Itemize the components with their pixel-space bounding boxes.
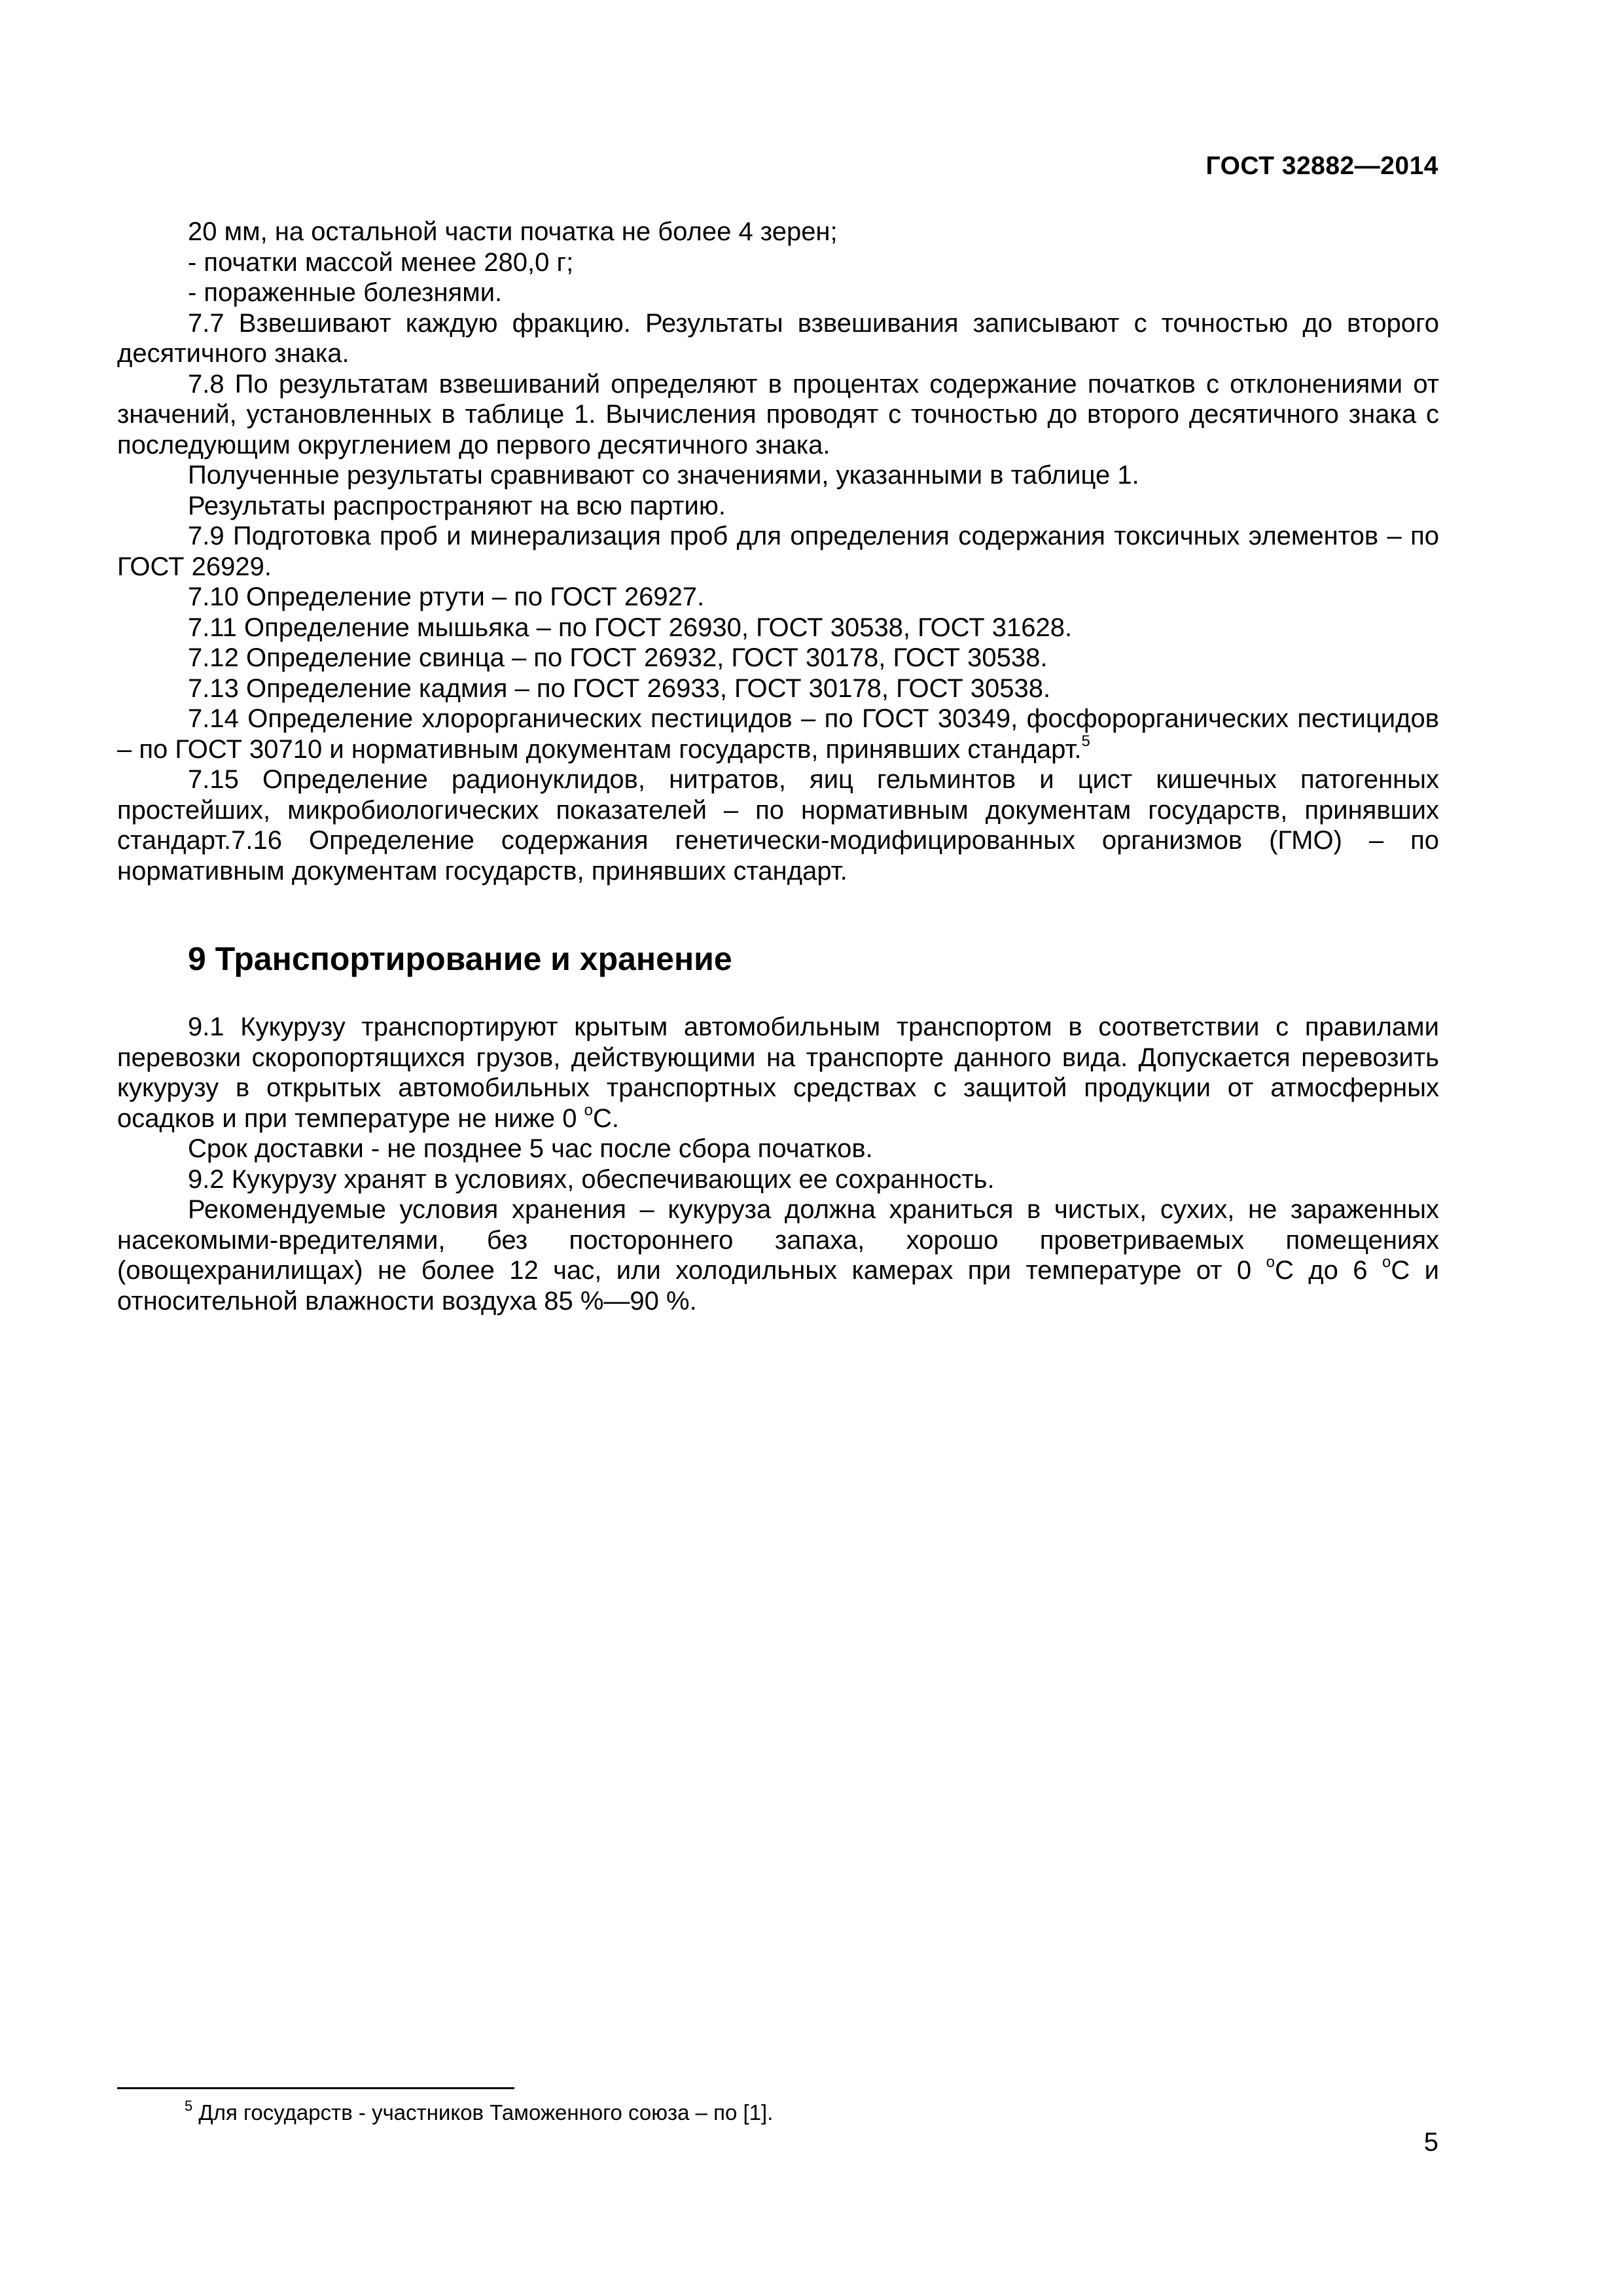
- paragraph: 20 мм, на остальной части початка не более 4 зерен;: [188, 217, 838, 246]
- footnote-reference[interactable]: 5: [1081, 732, 1090, 750]
- footnote-divider: [117, 2087, 514, 2089]
- paragraph-7-9: 7.9 Подготовка проб и минерализация проб для определения содержания токсичных элементов – по ГОСТ 26929.: [117, 522, 1439, 581]
- paragraph-7-12: 7.12 Определение свинца – по ГОСТ 26932, ГОСТ 30178, ГОСТ 30538.: [188, 643, 1048, 672]
- paragraph-7-15: 7.15 Определение радионуклидов, нитратов, яиц гельминтов и цист кишечных патогенных простейших, микробиологических показателей – по нормативным документам государств, принявших стандарт.7.16 Определение содержания генетически-модифицированных организмов (ГМО) – по нормативным документам государств, принявших стандарт.: [117, 765, 1439, 886]
- paragraph-9-1: [117, 1012, 1439, 1134]
- body-text-block-2: [117, 1012, 1439, 1316]
- storage-text-part-1: Рекомендуемые условия хранения – кукуруза должна храниться в чистых, сухих, не зараженных насекомыми-вредителями, без постороннего запаха, хорошо проветриваемых помещениях (овощехранилищах) не более 12 час, или холодильных камерах при температуре от 0: [117, 1195, 1439, 1285]
- paragraph-9-1-text: 9.1 Кукурузу транспортируют крытым автомобильным транспортом в соответствии с правилами перевозки скоропортящихся грузов, действующими на транспорте данного вида. Допускается перевозить кукурузу в открытых автомобильных транспортных средствах с защитой продукции от атмосферных осадков и при температуре не ниже 0: [117, 1013, 1439, 1133]
- paragraph: Срок доставки - не позднее 5 час после сбора початков.: [188, 1134, 873, 1163]
- degree-symbol: o: [1266, 1253, 1275, 1271]
- body-text-block-1: [117, 217, 1439, 886]
- footnote-marker: 5: [185, 2098, 193, 2114]
- document-header: ГОСТ 32882—2014: [1205, 152, 1438, 180]
- storage-text-part-2: С до 6: [1274, 1256, 1382, 1285]
- paragraph-7-10: 7.10 Определение ртути – по ГОСТ 26927.: [188, 583, 705, 611]
- paragraph-storage-conditions: [117, 1194, 1439, 1316]
- paragraph-7-13: 7.13 Определение кадмия – по ГОСТ 26933, ГОСТ 30178, ГОСТ 30538.: [188, 673, 1051, 703]
- paragraph-7-8: 7.8 По результатам взвешиваний определяют в процентах содержание початков с отклонениями от значений, установленных в таблице 1. Вычисления проводят с точностью до второго десятичного знака с последующим округлением до первого десятичного знака.: [117, 369, 1439, 459]
- paragraph-7-11: 7.11 Определение мышьяка – по ГОСТ 26930, ГОСТ 30538, ГОСТ 31628.: [188, 613, 1073, 642]
- paragraph: - початки массой менее 280,0 г;: [188, 247, 574, 277]
- paragraph: Результаты распространяют на всю партию.: [188, 491, 726, 520]
- degree-symbol: o: [584, 1101, 593, 1119]
- paragraph: - пораженные болезнями.: [188, 278, 503, 307]
- page-number: 5: [1423, 2128, 1438, 2157]
- paragraph-7-7: 7.7 Взвешивают каждую фракцию. Результаты взвешивания записывают с точностью до второго десятичного знака.: [117, 308, 1439, 368]
- footnote: [185, 2098, 773, 2127]
- degree-symbol: o: [1382, 1253, 1391, 1271]
- paragraph: Полученные результаты сравнивают со значениями, указанными в таблице 1.: [188, 461, 1139, 490]
- paragraph-9-2: 9.2 Кукурузу хранят в условиях, обеспечивающих ее сохранность.: [188, 1164, 995, 1194]
- footnote-text: Для государств - участников Таможенного союза – по [1].: [192, 2100, 774, 2125]
- paragraph-7-14: [117, 704, 1439, 764]
- section-title: 9 Транспортирование и хранение: [188, 941, 732, 977]
- temperature-unit: С.: [593, 1103, 619, 1133]
- storage-text-part-3: С и относительной влажности воздуха 85 %—90 %.: [117, 1256, 1440, 1316]
- paragraph-7-14-text: 7.14 Определение хлорорганических пестицидов – по ГОСТ 30349, фосфорорганических пестицидов – по ГОСТ 30710 и нормативным документам государств, принявших стандарт.: [117, 704, 1439, 764]
